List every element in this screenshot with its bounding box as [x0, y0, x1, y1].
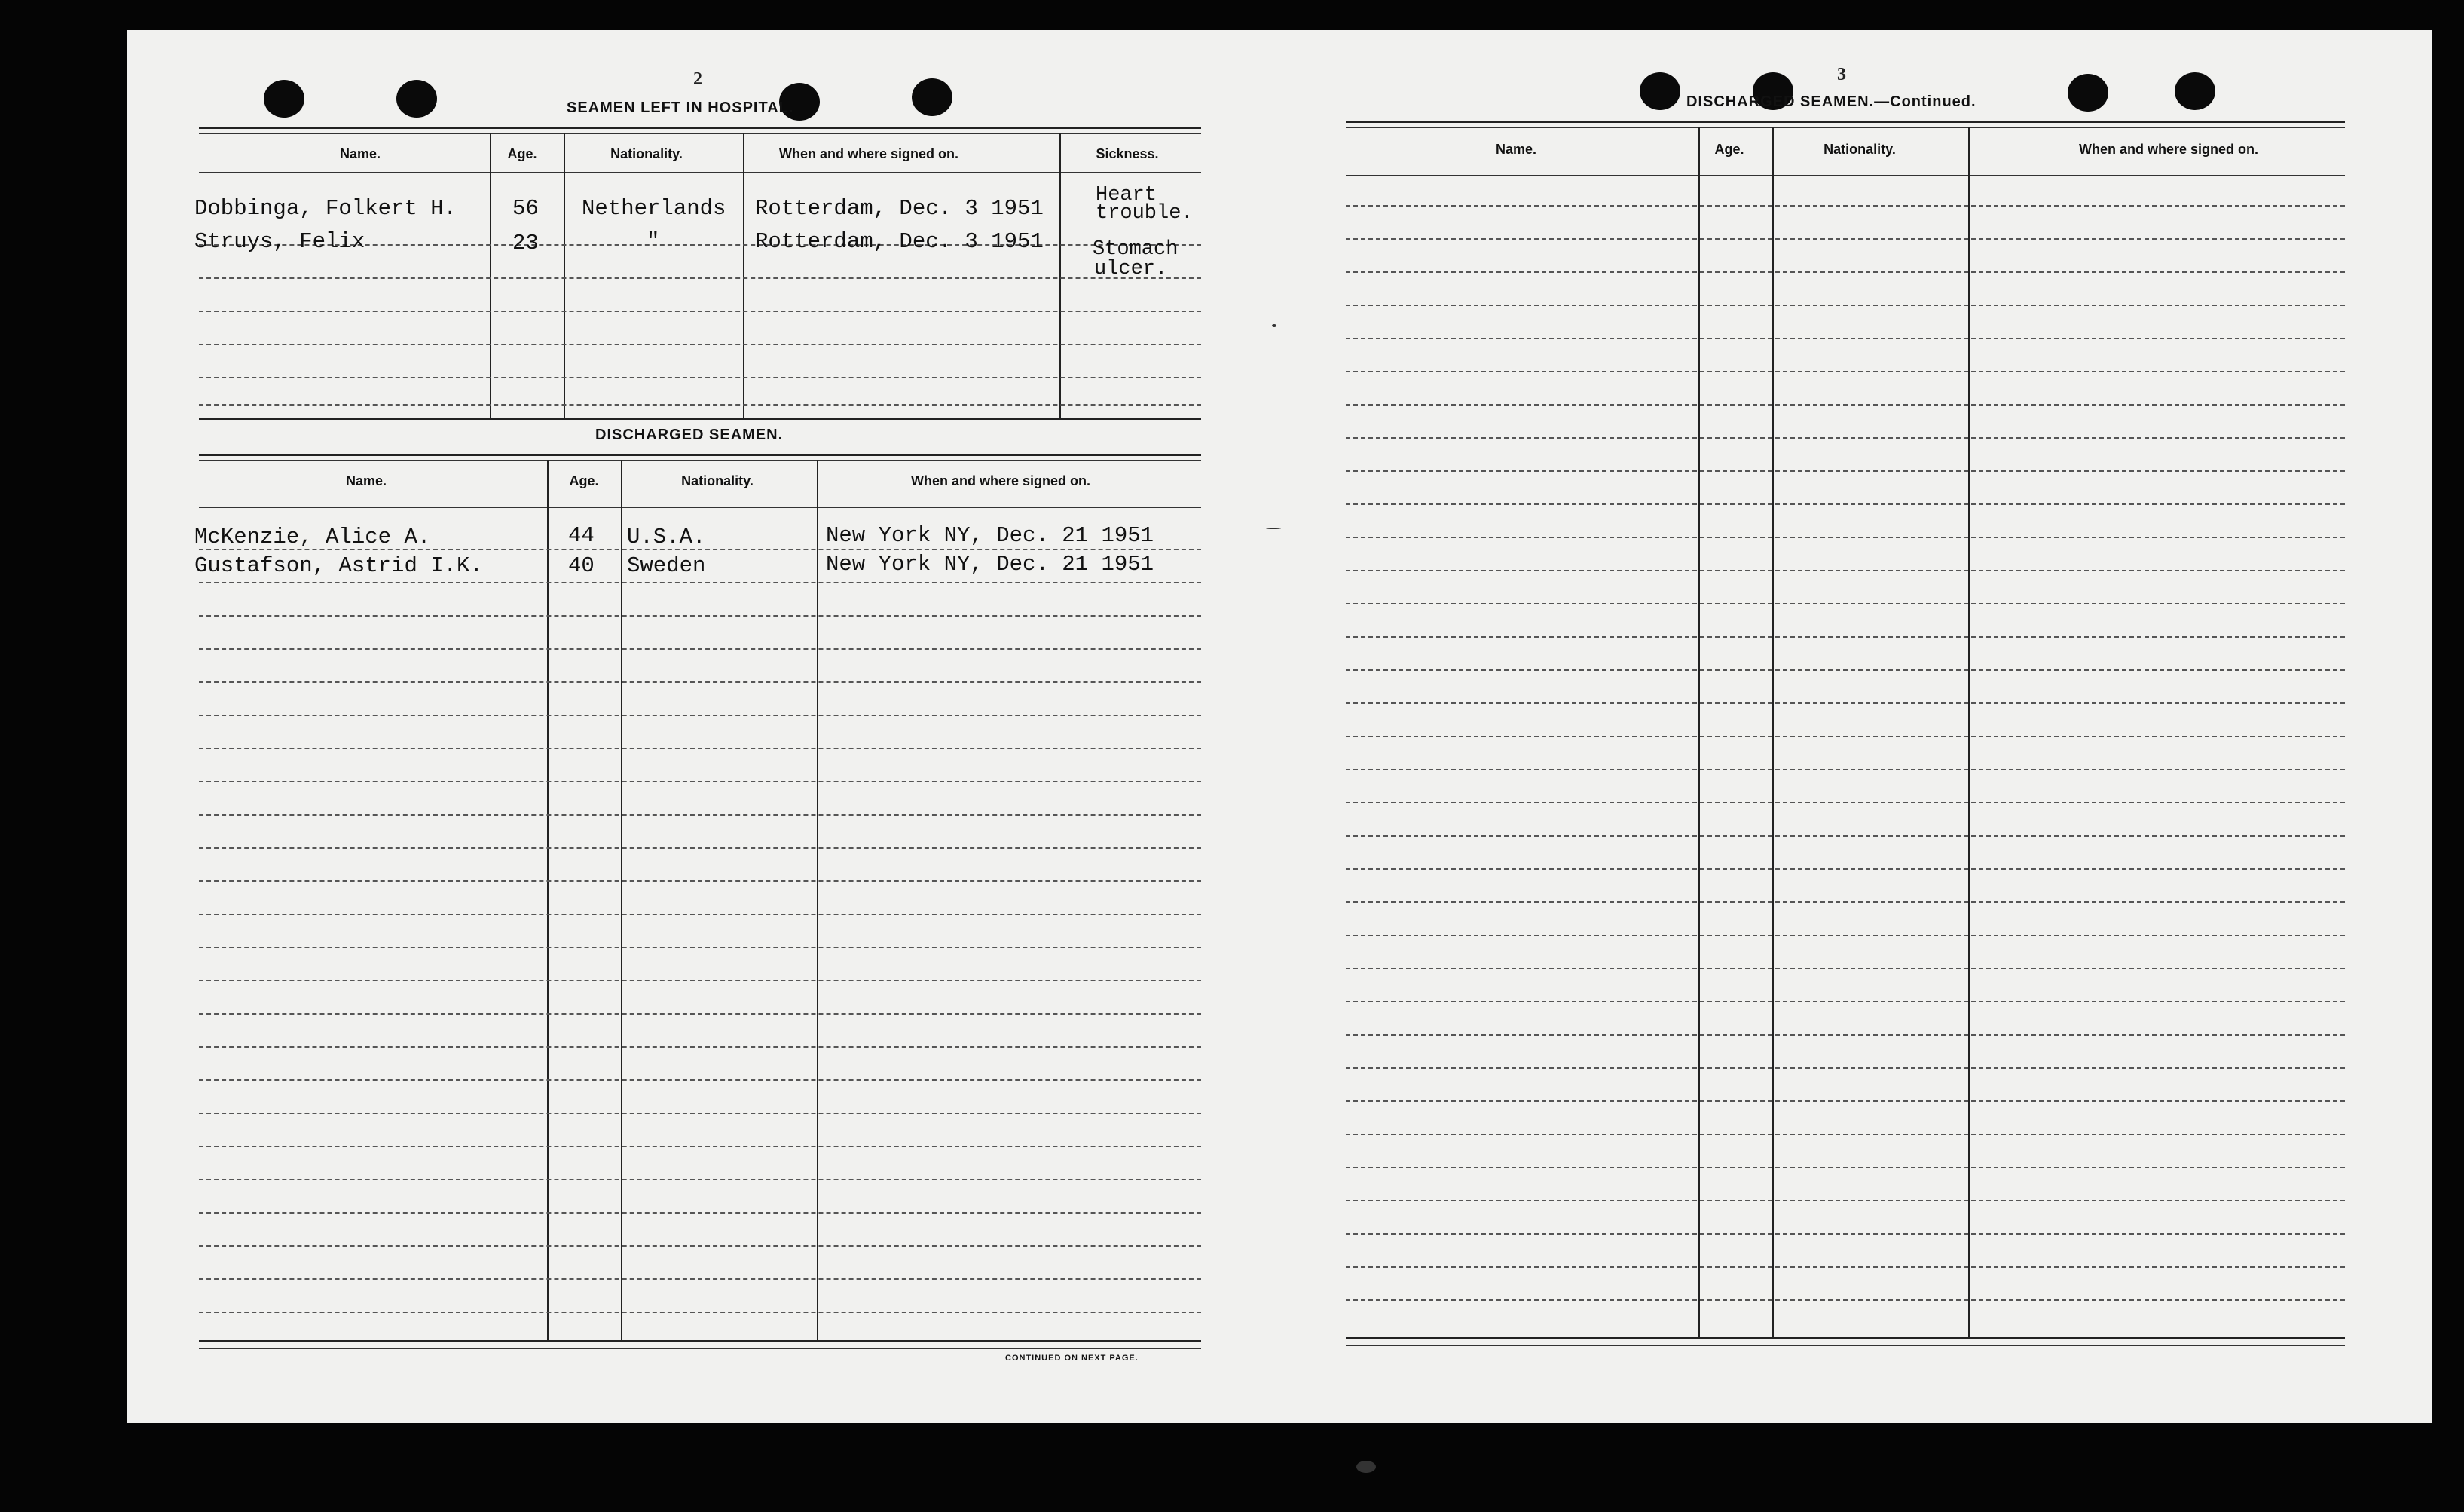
- punch-hole: [912, 78, 952, 116]
- row-rule: [1346, 1034, 2345, 1036]
- discharged-row-age: 40: [568, 553, 595, 578]
- header-name: Name.: [339, 146, 381, 161]
- hospital-row-sickness: ulcer.: [1094, 258, 1168, 280]
- row-rule: [199, 980, 1201, 981]
- row-rule: [1346, 570, 2345, 571]
- rule: [1346, 175, 2345, 176]
- row-rule: [199, 1312, 1201, 1313]
- column-divider: [547, 460, 549, 1340]
- hospital-row-name: Dobbinga, Folkert H.: [194, 196, 457, 221]
- page-number: 3: [1837, 65, 1846, 84]
- right-page: [1279, 30, 2432, 1423]
- row-rule: [1346, 1299, 2345, 1301]
- column-divider: [1698, 127, 1700, 1337]
- column-divider: [621, 460, 622, 1340]
- rule: [1346, 121, 2345, 123]
- row-rule: [1346, 1233, 2345, 1235]
- header-signed: When and where signed on.: [910, 473, 1091, 488]
- header-signed: When and where signed on.: [778, 146, 959, 161]
- column-divider: [564, 133, 565, 418]
- rule: [199, 460, 1201, 461]
- header-nationality: Nationality.: [681, 473, 754, 488]
- column-divider: [490, 133, 491, 418]
- row-rule: [199, 1179, 1201, 1180]
- column-divider: [1059, 133, 1061, 418]
- header-signed: When and where signed on.: [2078, 142, 2259, 157]
- rule: [1346, 1345, 2345, 1346]
- row-rule: [199, 1245, 1201, 1247]
- row-rule: [199, 781, 1201, 782]
- rule: [199, 507, 1201, 508]
- rule: [199, 127, 1201, 129]
- discharged-row-name: Gustafson, Astrid I.K.: [194, 553, 483, 578]
- rule: [199, 1348, 1201, 1349]
- row-rule: [1346, 503, 2345, 505]
- header-nationality: Nationality.: [610, 146, 683, 161]
- hospital-row-age: 23: [512, 231, 539, 256]
- column-divider: [1968, 127, 1970, 1337]
- row-rule: [1346, 835, 2345, 837]
- rule: [199, 133, 1201, 134]
- row-rule: [199, 1212, 1201, 1214]
- row-rule: [1346, 935, 2345, 936]
- row-rule: [1346, 537, 2345, 538]
- row-rule: [1346, 371, 2345, 372]
- row-rule: [1346, 802, 2345, 803]
- rule: [199, 454, 1201, 456]
- header-age: Age.: [569, 473, 599, 488]
- row-rule: [1346, 1067, 2345, 1069]
- header-name: Name.: [1495, 142, 1537, 157]
- row-rule: [199, 1146, 1201, 1147]
- header-nationality: Nationality.: [1824, 142, 1896, 157]
- discharged-row-signed: New York NY, Dec. 21 1951: [826, 552, 1154, 577]
- row-rule: [1346, 338, 2345, 339]
- row-rule: [1346, 437, 2345, 439]
- row-rule: [199, 648, 1201, 650]
- row-rule: [1346, 769, 2345, 770]
- discharged-section-title: DISCHARGED SEAMEN.: [595, 427, 784, 443]
- column-divider: [817, 460, 818, 1340]
- row-rule: [1346, 205, 2345, 207]
- row-rule: [199, 1278, 1201, 1280]
- row-rule: [199, 814, 1201, 816]
- header-age: Age.: [1714, 142, 1744, 157]
- row-rule: [199, 847, 1201, 849]
- column-divider: [1772, 127, 1774, 1337]
- row-rule: [199, 311, 1201, 312]
- hospital-row-signed: Rotterdam, Dec. 3 1951: [755, 196, 1044, 221]
- punch-hole: [2175, 72, 2215, 110]
- rule: [199, 1340, 1201, 1342]
- row-rule: [199, 880, 1201, 882]
- row-rule: [1346, 238, 2345, 240]
- punch-hole: [1640, 72, 1680, 110]
- header-name: Name.: [345, 473, 387, 488]
- paper-speck: [1272, 324, 1276, 327]
- row-rule: [1346, 636, 2345, 638]
- film-debris: [1356, 1461, 1376, 1473]
- discharged-row-name: McKenzie, Alice A.: [194, 525, 431, 549]
- row-rule: [1346, 470, 2345, 472]
- hospital-section-title: SEAMEN LEFT IN HOSPITAL.: [567, 99, 794, 116]
- left-page: [127, 30, 1279, 1423]
- row-rule: [199, 1046, 1201, 1048]
- hospital-row-age: 56: [512, 196, 539, 221]
- hospital-row-sickness: Stomach: [1093, 238, 1179, 261]
- hospital-row-nationality: Netherlands: [582, 196, 726, 221]
- row-rule: [199, 404, 1201, 406]
- rule: [1346, 1337, 2345, 1339]
- header-age: Age.: [507, 146, 537, 161]
- column-divider: [743, 133, 744, 418]
- row-rule: [199, 615, 1201, 617]
- row-rule: [1346, 271, 2345, 273]
- row-rule: [199, 277, 1201, 279]
- row-rule: [1346, 736, 2345, 737]
- row-rule: [199, 377, 1201, 378]
- rule: [199, 172, 1201, 173]
- hospital-row-nationality: ": [647, 229, 660, 254]
- row-rule: [1346, 868, 2345, 870]
- continued-note: CONTINUED ON NEXT PAGE.: [1005, 1354, 1139, 1363]
- rule: [1346, 127, 2345, 128]
- row-rule: [199, 914, 1201, 915]
- row-rule: [199, 1113, 1201, 1114]
- paper-speck: [1266, 528, 1281, 529]
- row-rule: [1346, 404, 2345, 406]
- row-rule: [1346, 603, 2345, 604]
- punch-hole: [396, 80, 437, 118]
- right-section-title: DISCHARGED SEAMEN.—Continued.: [1686, 93, 1976, 110]
- hospital-row-sickness: Heart: [1096, 184, 1157, 207]
- header-sickness: Sickness.: [1096, 146, 1159, 161]
- row-rule: [1346, 669, 2345, 671]
- row-rule: [1346, 1100, 2345, 1102]
- row-rule: [1346, 1200, 2345, 1201]
- row-rule: [1346, 1266, 2345, 1268]
- discharged-row-nationality: Sweden: [627, 553, 706, 578]
- row-rule: [199, 715, 1201, 716]
- punch-hole: [2068, 74, 2108, 112]
- row-rule: [1346, 968, 2345, 969]
- hospital-row-signed: Rotterdam, Dec. 3 1951: [755, 229, 1044, 254]
- punch-hole: [264, 80, 304, 118]
- page-number: 2: [693, 69, 702, 89]
- row-rule: [199, 1079, 1201, 1081]
- rule: [199, 418, 1201, 420]
- document-sheet: [127, 30, 2432, 1423]
- discharged-row-age: 44: [568, 523, 595, 548]
- row-rule: [199, 344, 1201, 345]
- discharged-row-nationality: U.S.A.: [627, 525, 706, 549]
- hospital-row-sickness: trouble.: [1096, 202, 1194, 225]
- row-rule: [1346, 1134, 2345, 1135]
- row-rule: [199, 748, 1201, 749]
- row-rule: [1346, 305, 2345, 306]
- row-rule: [199, 681, 1201, 683]
- hospital-row-name: Struys, Felix: [194, 229, 365, 254]
- row-rule: [1346, 1167, 2345, 1168]
- row-rule: [199, 1013, 1201, 1015]
- row-rule: [1346, 702, 2345, 704]
- row-rule: [1346, 1001, 2345, 1002]
- row-rule: [199, 947, 1201, 948]
- row-rule: [199, 582, 1201, 583]
- row-rule: [1346, 901, 2345, 903]
- discharged-row-signed: New York NY, Dec. 21 1951: [826, 523, 1154, 548]
